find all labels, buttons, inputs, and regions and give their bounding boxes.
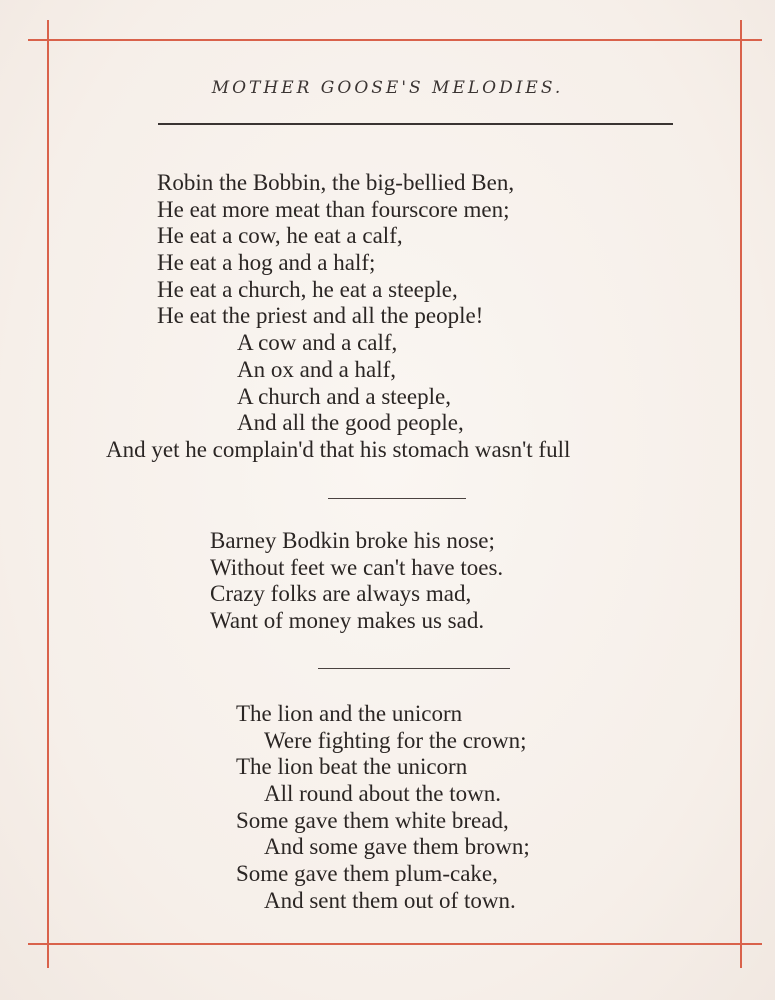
poem-line: Some gave them plum-cake, — [236, 861, 498, 887]
poem-line: And sent them out of town. — [264, 887, 516, 913]
poem-line: Robin the Bobbin, the big-bellied Ben, — [157, 170, 515, 195]
poem-line: And some gave them brown; — [264, 834, 530, 860]
poem-lion-and-unicorn — [236, 701, 530, 915]
frame-rule-bottom — [28, 943, 762, 945]
poem-line: He eat a church, he eat a steeple, — [157, 276, 458, 302]
poem-line: Some gave them white bread, — [236, 807, 509, 833]
poem-line: And yet he complain'd that his stomach wasn't full — [106, 436, 571, 462]
section-divider — [328, 498, 466, 499]
poem-robin-the-bobbin — [106, 170, 571, 464]
poem-line: Crazy folks are always mad, — [210, 581, 472, 607]
poem-line: Were fighting for the crown; — [264, 727, 527, 753]
frame-rule-left — [47, 20, 49, 968]
poem-line: A cow and a calf, — [237, 330, 398, 356]
poem-line: An ox and a half, — [237, 356, 397, 382]
header-rule — [158, 123, 673, 125]
poem-line: He eat more meat than fourscore men; — [157, 196, 510, 222]
frame-rule-top — [28, 39, 762, 41]
poem-line: The lion and the unicorn — [236, 701, 463, 726]
frame-rule-right — [740, 20, 742, 968]
running-header: MOTHER GOOSE'S MELODIES. — [211, 78, 564, 98]
poem-line: Want of money makes us sad. — [210, 608, 485, 634]
poem-line: Barney Bodkin broke his nose; — [210, 528, 495, 553]
poem-line: He eat a cow, he eat a calf, — [157, 223, 403, 249]
poem-barney-bodkin — [210, 528, 503, 635]
poem-line: The lion beat the unicorn — [236, 754, 468, 780]
poem-line: He eat a hog and a half; — [157, 250, 376, 276]
poem-line: Without feet we can't have toes. — [210, 554, 504, 580]
poem-line: He eat the priest and all the people! — [157, 303, 484, 329]
section-divider — [318, 668, 510, 669]
poem-line: A church and a steeple, — [237, 383, 451, 409]
poem-line: All round about the town. — [264, 781, 501, 807]
poem-line: And all the good people, — [237, 410, 464, 436]
